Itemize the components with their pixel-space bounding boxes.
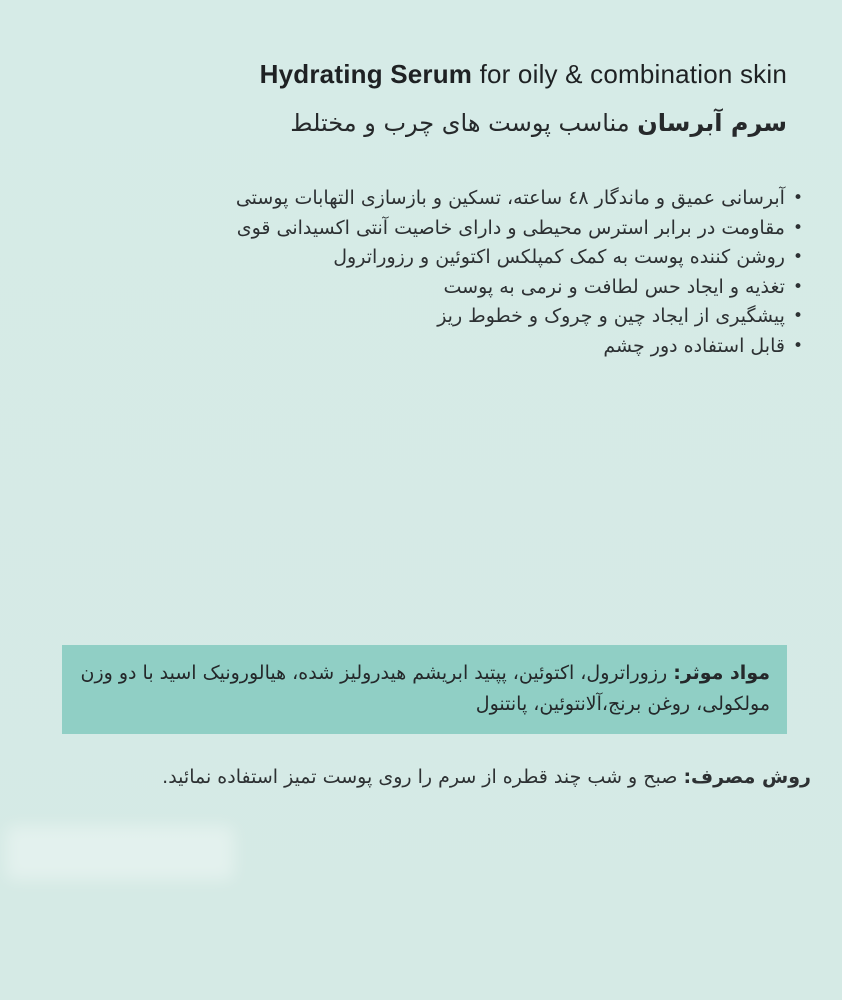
product-name-fa: سرم آبرسان [637,109,787,137]
feature-item-stress-resistance: • مقاومت در برابر استرس محیطی و دارای خاصیت آنتی اکسیدانی قوی [236,214,803,244]
feature-item-hydration: • آبرسانی عمیق و ماندگار ٤٨ ساعته، تسکین و بازسازی التهابات پوستی [236,184,803,214]
watermark-ghost [6,826,234,880]
usage-label: روش مصرف: [683,766,811,788]
product-title-english [260,58,787,90]
feature-item-nourishing: • تغذیه و ایجاد حس لطافت و نرمی به پوست [236,273,803,303]
product-subtitle-en: for oily & combination skin [472,59,787,89]
usage-instructions [162,761,811,793]
feature-item-eye-area: • قابل استفاده دور چشم [236,332,803,362]
feature-item-brightening: • روشن کننده پوست به کمک کمپلکس اکتوئین و رزوراترول [236,243,803,273]
product-title-persian [260,108,787,138]
header [260,58,787,138]
ingredients-box [62,645,787,734]
usage-text: صبح و شب چند قطره از سرم را روی پوست تمیز استفاده نمائید. [162,766,684,788]
feature-list [236,184,803,361]
feature-item-wrinkle-prevention: • پیشگیری از ایجاد چین و چروک و خطوط ریز [236,302,803,332]
ingredients-text: رزوراترول، اکتوئین، پپتید ابریشم هیدرولیز شده، هیالورونیک اسید با دو وزن مولکولی، روغن برنج،آلانتوئین، پانتنول [80,662,770,715]
product-subtitle-fa: مناسب پوست های چرب و مختلط [290,109,638,137]
ingredients-label: مواد موثر: [673,662,770,684]
product-name-en: Hydrating Serum [259,59,473,89]
